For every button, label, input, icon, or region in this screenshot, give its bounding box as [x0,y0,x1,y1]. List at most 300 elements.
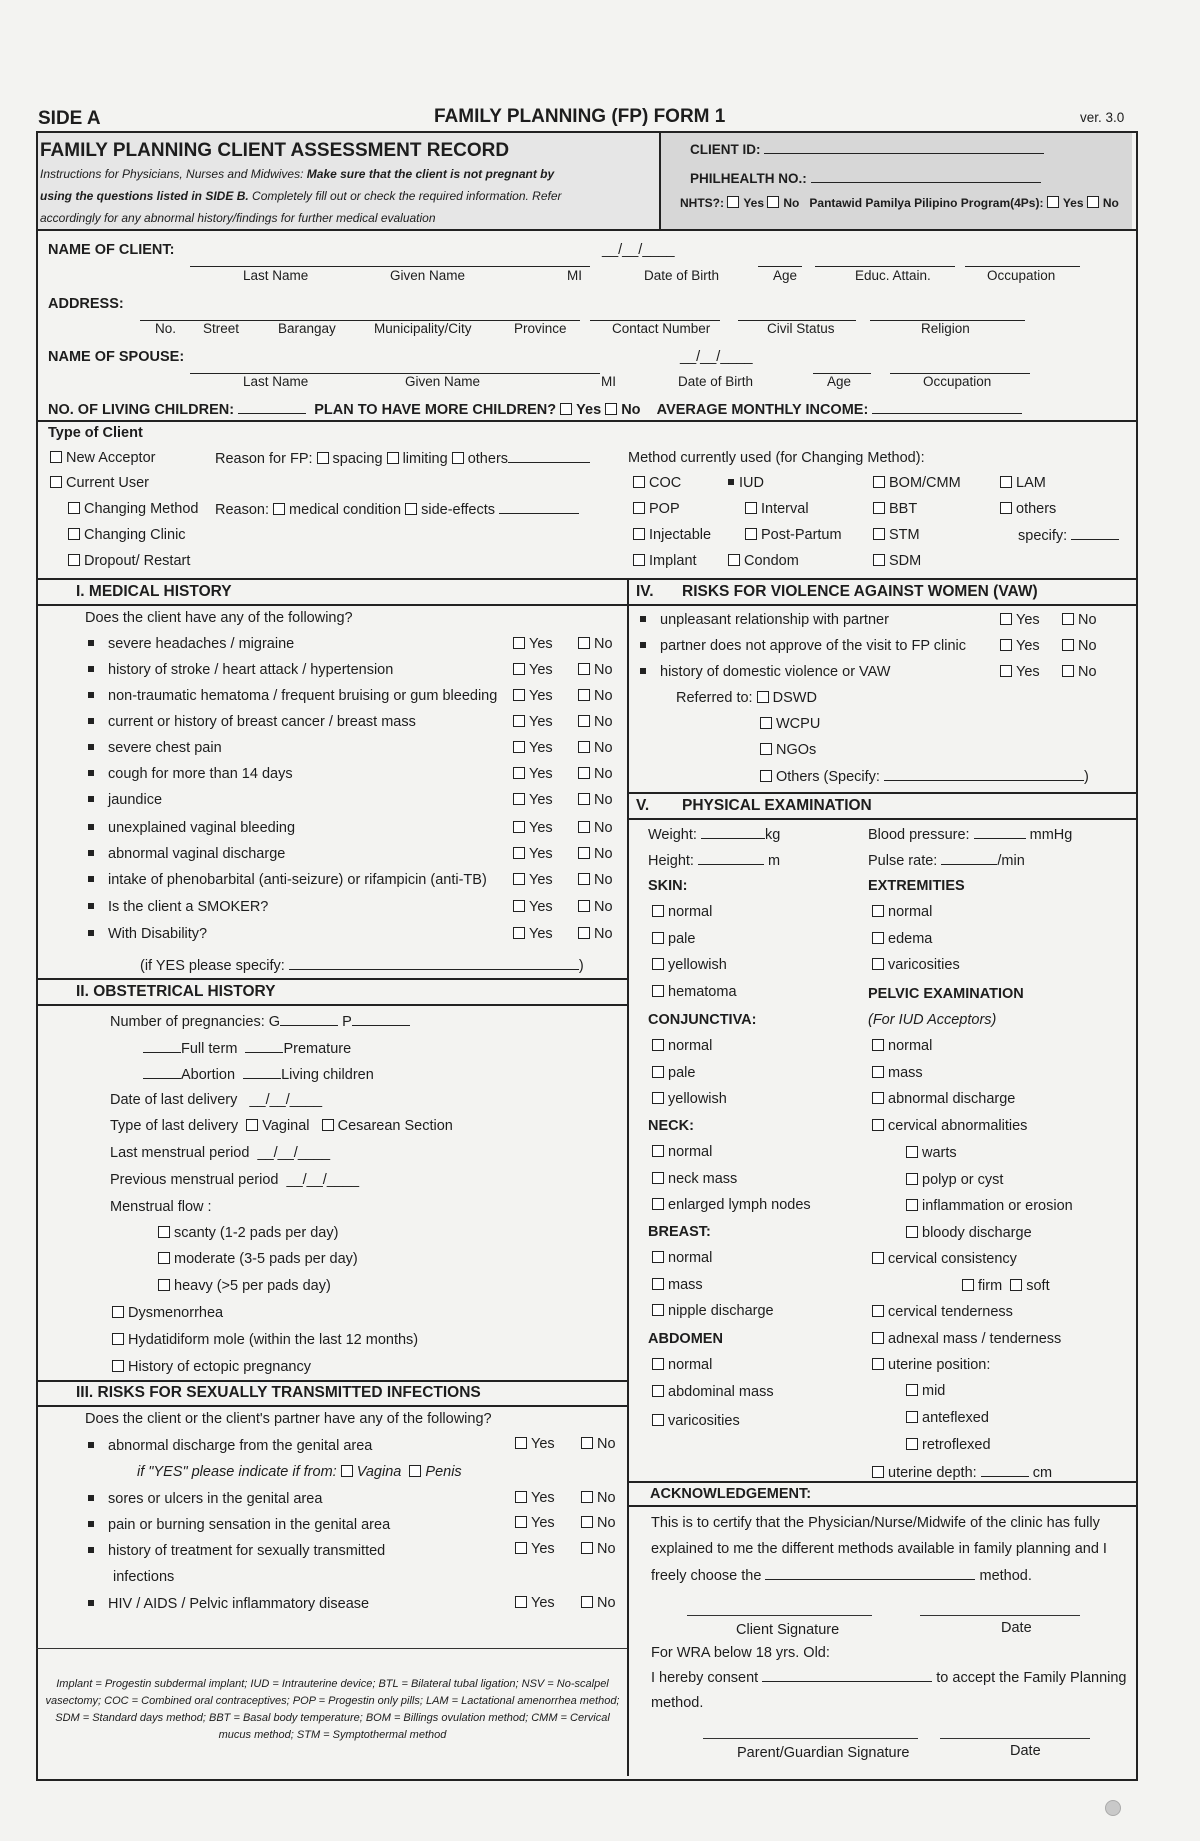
vaw-title: RISKS FOR VIOLENCE AGAINST WOMEN (VAW) [682,583,1038,600]
pe-uterine-position[interactable]: uterine position: [872,1357,990,1373]
ack-text-2: explained to me the different methods available in family planning and I [651,1541,1107,1557]
pregnancies-row: Number of pregnancies: G P [110,1013,410,1030]
checkbox[interactable] [578,663,590,675]
checkbox[interactable] [513,741,525,753]
checkbox[interactable] [578,793,590,805]
wra-label: For WRA below 18 yrs. Old: [651,1645,830,1661]
side-effects-checkbox[interactable] [405,503,417,515]
disability-specify: (if YES please specify: ) [140,958,584,974]
checkbox[interactable] [906,1199,918,1211]
checkbox[interactable] [513,900,525,912]
checkbox[interactable] [906,1146,918,1158]
checkbox[interactable] [513,663,525,675]
income-field[interactable] [872,401,1022,414]
dswd-checkbox[interactable] [757,691,769,703]
pe-pelvic-1[interactable]: mass [872,1065,923,1081]
medical-history-item: abnormal vaginal discharge [88,846,285,862]
pe-abdomen-2[interactable]: varicosities [652,1413,740,1429]
changing-method-option[interactable]: Changing Method [68,501,198,517]
medical-history-9-no[interactable]: No [578,872,613,888]
ngos-option[interactable]: NGOs [760,742,816,758]
spouse-dob-field[interactable]: __/__/____ [680,349,753,365]
vaw-2-no[interactable]: No [1062,664,1097,680]
checkbox[interactable] [906,1438,918,1450]
method-post-partum[interactable]: Post-Partum [745,527,842,543]
sti-2-no[interactable]: No [581,1490,616,1506]
pe-cervical-sub-0[interactable]: warts [906,1145,957,1161]
sti-item-2: sores or ulcers in the genital area [88,1491,322,1507]
pe-conj-0[interactable]: normal [652,1038,712,1054]
philhealth-label: PHILHEALTH NO.: [690,170,1041,186]
sti-title: III. RISKS FOR SEXUALLY TRANSMITTED INFECTIONS [76,1384,481,1401]
medical-history-title: I. MEDICAL HISTORY [76,583,232,600]
method-sdm[interactable]: SDM [873,553,921,569]
checkbox[interactable] [513,637,525,649]
type-delivery-row: Type of last delivery Vaginal Cesarean Section [110,1118,453,1134]
cesarean-checkbox[interactable] [322,1119,334,1131]
checkbox[interactable] [513,873,525,885]
client-date-label: Date [1001,1620,1032,1636]
header-bottom-line [36,229,1136,231]
client-signature-label: Client Signature [736,1622,840,1638]
checkbox[interactable] [652,1039,664,1051]
pe-pelvic-0[interactable]: normal [872,1038,932,1054]
4ps-yes-checkbox[interactable] [1047,196,1059,208]
medical-history-item: unexplained vaginal bleeding [88,820,295,836]
uterine-depth-row: uterine depth: cm [872,1464,1052,1481]
pe-conj-1[interactable]: pale [652,1065,695,1081]
firm-soft-row: firm soft [962,1278,1050,1294]
header-divider [659,133,661,229]
fp-form-page: SIDE A FAMILY PLANNING (FP) FORM 1 ver. 3.0 FAMILY PLANNING CLIENT ASSESSMENT RECORD Instructions for Physicians, Nurses and Midwives: Make sure that the client is not pregnant by using the questions listed in SIDE B. Completely fill out or check the required information. Refer accordingly for any abnormal history/findings for further medical evaluation CLIENT ID: PHILHEALTH NO.: NHTS?: Yes No Pantawid Pamilya Pilipino Program(4Ps): Yes No NAME OF CLIENT: __/__/____ Last Name Given Name MI Date of Birth Age Educ. Attain. Occupation ADDRESS: No. Street Barangay Municipality/City Province Contact Number Civil Status Religion NAME OF SPOUSE: __/__/____ Last Name Given Name MI Date of Birth Age Occupation NO. OF LIVING CHILDREN: PLAN TO HAVE MORE CHILDREN? Yes No AVERAGE MONTHLY INCOME: Type of Client New Acceptor Reason for FP: spacing limiting others Current User Changing Method Reason: medical condition side-effects Changing Clinic Dropout/ Restart Method currently used (for Changing Method): COC IUD BOM/CMM LAM POP Interval BBT others Injectable Post-Partum STM specify: Implant Condom SDM I. MEDICAL HISTORY Does the client have any of the following? severe headaches / migraine Yes No history of stroke / heart attack / hypertension Yes No non-traumatic hematoma / frequent bruising or gum bleeding Yes No current or history of breast cancer / breast mass Yes No severe chest pain Yes No cough for more than 14 days Yes No jaundice Yes No unexplained vaginal bleeding Yes No abnormal vaginal discharge Yes No intake of phenobarbital (anti-seizure) or rifampicin (anti-TB) Yes No Is the client a SMOKER? Yes No With Disability? Yes No (if YES please specify: ) II. OBSTETRICAL HISTORY Number of pregnancies: G P Full term Premature Abortion Living children Date of last delivery __/__/____ Type of last delivery Vaginal Cesarean Section Last menstrual period __/__/____ Previous menstrual period __/__/____ Menstrual flow : scanty (1-2 pads per day) moderate (3-5 pads per day) heavy (>5 per pads day) Dysmenorrhea Hydatidiform mole (within the last 12 months) History of ectopic pregnancy III. RISKS FOR SEXUALLY TRANSMITTED INFECTIONS Does the client or the client's partner have any of the following? abnormal discharge from the genital area Yes No if "YES" please indicate if from: Vagina Penis sores or ulcers in the genital area Yes No pain or burning sensation in the genital area Yes No history of treatment for sexually transmitted infections Yes No HIV / AIDS / Pelvic inflammatory disease Yes No Implant = Progestin subdermal implant; IUD = Intrauterine device; BTL = Bilateral tubal ligation; NSV = No-scalpel vasectomy; COC = Combined oral contraceptives; POP = Progestin only pills; LAM = Lactational amenorrhea method; SDM = Standard days method; BBT = Basal body temperature; BOM = Billings ovulation method; CMM = Cervical mucus method; STM = Symptothermal method IV. RISKS FOR VIOLENCE AGAINST WOMEN (VAW) unpleasant relationship with partner Yes No partner does not approve of the visit to FP clinic Yes No history of domestic violence or VAW Yes No Referred to: DSWD WCPU NGOs Others (Specify: ) V. PHYSICAL EXAMINATION Weight: kg Blood pressure: mmHg Height: m Pulse rate: /min SKIN: EXTREMITIES normal pale yellowish hematoma normal pale yellowish normal neck mass enlarged lymph nodes normal mass nipple discharge normal abdominal mass varicosities normal edema varicosities normal mass abnormal discharge cervical abnormalities warts polyp or cyst inflammation or erosion bloody discharge cervical consistency cervical tenderness adnexal mass / tenderness uterine position: mid anteflexed retroflexed CONJUNCTIVA: PELVIC EXAMINATION (For IUD Acceptors) NECK: BREAST: ABDOMEN firm soft uterine depth: cm ACKNOWLEDGEMENT: This is to certify that the Physician/Nurse/Midwife of the clinic has fully explained to me the different methods available in family planning and I freely choose the method. Client Signature Date For WRA below 18 yrs. Old: I hereby consent to accept the Family Planning method. Parent/Guardian Signature Date [0,0,1200,1841]
vaw-0-yes[interactable]: Yes [1000,612,1040,628]
client-name-label: NAME OF CLIENT: [48,242,175,258]
checkbox[interactable] [872,905,884,917]
bp-row: Blood pressure: mmHg [868,827,1073,843]
religion-field[interactable] [870,308,1025,321]
bullet-icon [88,692,94,698]
sti-1-yes[interactable]: Yes [515,1436,555,1452]
full-term-row: Full term Premature [143,1040,351,1057]
weight-row: Weight: kg [648,827,781,843]
side-label: SIDE A [38,108,101,129]
abdomen-label: ABDOMEN [648,1331,723,1347]
wcpu-option[interactable]: WCPU [760,716,820,732]
vaw-item: unpleasant relationship with partner [640,612,889,628]
checkbox[interactable] [1000,613,1012,625]
consent-field[interactable] [762,1669,932,1682]
method-pop[interactable]: POP [633,501,680,517]
bullet-icon [88,718,94,724]
method-title: Method currently used (for Changing Method): [628,450,925,466]
pe-number: V. [636,797,650,814]
pe-conj-2[interactable]: yellowish [652,1091,727,1107]
checkbox[interactable] [872,1358,884,1370]
checkbox[interactable] [652,1414,664,1426]
4ps-no-checkbox[interactable] [1087,196,1099,208]
checkbox[interactable] [872,1092,884,1104]
contact-number-field[interactable] [590,308,720,321]
checkbox[interactable] [513,689,525,701]
checkbox[interactable] [652,1385,664,1397]
ectopic-option[interactable]: History of ectopic pregnancy [112,1359,311,1375]
medical-history-item: Is the client a SMOKER? [88,899,268,915]
extremities-label: EXTREMITIES [868,878,965,894]
living-children-field[interactable] [238,401,306,414]
medical-history-6-no[interactable]: No [578,792,613,808]
medical-history-1-no[interactable]: No [578,662,613,678]
address-label: ADDRESS: [48,296,124,312]
method-implant[interactable]: Implant [633,553,697,569]
checkbox[interactable] [906,1226,918,1238]
method-lam[interactable]: LAM [1000,475,1046,491]
checkbox[interactable] [513,793,525,805]
vaw-0-no[interactable]: No [1062,612,1097,628]
dysmenorrhea-option[interactable]: Dysmenorrhea [112,1305,223,1321]
version-label: ver. 3.0 [1080,110,1125,125]
medical-history-10-no[interactable]: No [578,899,613,915]
method-condom[interactable]: Condom [728,553,799,569]
checkbox[interactable] [1062,613,1074,625]
pe-neck-1[interactable]: neck mass [652,1171,737,1187]
column-divider [627,578,629,1776]
pe-breast-2[interactable]: nipple discharge [652,1303,774,1319]
checkbox[interactable] [578,637,590,649]
type-of-client-title: Type of Client [48,425,143,441]
checkbox[interactable] [1062,665,1074,677]
spouse-name-label: NAME OF SPOUSE: [48,349,185,365]
checkbox[interactable] [872,1332,884,1344]
checkbox[interactable] [1000,665,1012,677]
pe-breast-0[interactable]: normal [652,1250,712,1266]
pulse-row: Pulse rate: /min [868,853,1025,869]
pe-skin-2[interactable]: yellowish [652,957,727,973]
method-interval[interactable]: Interval [745,501,809,517]
vaginal-checkbox[interactable] [246,1119,258,1131]
checkbox[interactable] [652,1278,664,1290]
bullet-icon [88,770,94,776]
checkbox[interactable] [652,905,664,917]
vagina-checkbox[interactable] [341,1465,353,1477]
bullet-icon [88,666,94,672]
pe-anteflexed[interactable]: anteflexed [906,1410,989,1426]
medical-history-11-no[interactable]: No [578,926,613,942]
medical-history-7-yes[interactable]: Yes [513,820,553,836]
parent-date-line[interactable] [940,1738,1090,1739]
checkbox[interactable] [578,741,590,753]
pe-extremities-1[interactable]: edema [872,931,932,947]
checkbox[interactable] [513,821,525,833]
medical-history-7-no[interactable]: No [578,820,613,836]
checkbox[interactable] [906,1173,918,1185]
medical-history-8-yes[interactable]: Yes [513,846,553,862]
client-id-label: CLIENT ID: [690,141,1044,157]
spouse-occupation-field[interactable] [890,361,1030,374]
sti-3-yes[interactable]: Yes [515,1515,555,1531]
sti-5-no[interactable]: No [581,1595,616,1611]
client-dob-field[interactable]: __/__/____ [602,242,675,258]
medical-history-item: current or history of breast cancer / breast mass [88,714,416,730]
conjunctiva-label: CONJUNCTIVA: [648,1012,757,1028]
scanty-option[interactable]: scanty (1-2 pads per day) [158,1225,338,1241]
bullet-icon [640,616,646,622]
medical-history-8-no[interactable]: No [578,846,613,862]
sti-5-yes[interactable]: Yes [515,1595,555,1611]
form-title: FAMILY PLANNING (FP) FORM 1 [434,106,726,127]
pe-extremities-0[interactable]: normal [872,904,932,920]
medical-history-2-yes[interactable]: Yes [513,688,553,704]
penis-checkbox[interactable] [409,1465,421,1477]
medical-history-4-yes[interactable]: Yes [513,740,553,756]
client-signature-line[interactable] [687,1615,872,1616]
checkbox[interactable] [872,1039,884,1051]
bullet-icon [88,796,94,802]
sti-3-no[interactable]: No [581,1515,616,1531]
client-age-field[interactable] [758,254,802,267]
pe-extremities-2[interactable]: varicosities [872,957,960,973]
vaw-1-no[interactable]: No [1062,638,1097,654]
medical-history-9-yes[interactable]: Yes [513,872,553,888]
menstrual-flow-label: Menstrual flow : [110,1199,212,1215]
pe-neck-0[interactable]: normal [652,1144,712,1160]
checkbox[interactable] [872,1252,884,1264]
checkbox[interactable] [872,1119,884,1131]
nhts-yes-checkbox[interactable] [727,196,739,208]
pe-skin-1[interactable]: pale [652,931,695,947]
record-title: FAMILY PLANNING CLIENT ASSESSMENT RECORD [40,140,510,161]
method-bom-cmm[interactable]: BOM/CMM [873,475,961,491]
checkbox[interactable] [652,1066,664,1078]
method-injectable[interactable]: Injectable [633,527,711,543]
pe-pelvic-3[interactable]: cervical abnormalities [872,1118,1027,1134]
checkbox[interactable] [652,1145,664,1157]
breast-label: BREAST: [648,1224,711,1240]
medical-history-1-yes[interactable]: Yes [513,662,553,678]
method-coc[interactable]: COC [633,475,681,491]
medical-history-3-yes[interactable]: Yes [513,714,553,730]
vaw-number: IV. [636,583,654,600]
pe-pelvic-2[interactable]: abnormal discharge [872,1091,1015,1107]
pe-retroflexed[interactable]: retroflexed [906,1437,991,1453]
medical-history-5-yes[interactable]: Yes [513,766,553,782]
spacing-checkbox[interactable] [317,452,329,464]
spouse-age-field[interactable] [813,361,871,374]
medical-history-6-yes[interactable]: Yes [513,792,553,808]
pe-cervical-tenderness[interactable]: cervical tenderness [872,1304,1013,1320]
pe-neck-2[interactable]: enlarged lymph nodes [652,1197,811,1213]
bullet-icon [640,668,646,674]
pe-abdomen-0[interactable]: normal [652,1357,712,1373]
ack-title: ACKNOWLEDGEMENT: [650,1486,812,1502]
sti-item-1: abnormal discharge from the genital area [88,1438,372,1454]
checkbox[interactable] [652,1172,664,1184]
method-bbt[interactable]: BBT [873,501,917,517]
checkbox[interactable] [872,932,884,944]
bullet-icon [88,824,94,830]
consent-row: I hereby consent to accept the Family Planning [651,1670,1127,1686]
checkbox[interactable] [1000,639,1012,651]
sti-4-no[interactable]: No [581,1541,616,1557]
height-row: Height: m [648,853,781,869]
checkbox[interactable] [513,767,525,779]
method-iud[interactable]: IUD [728,475,764,491]
abortion-row: Abortion Living children [143,1066,374,1083]
medical-history-item: severe headaches / migraine [88,636,294,652]
dropout-option[interactable]: Dropout/ Restart [68,553,190,569]
checkbox[interactable] [578,767,590,779]
bullet-icon [88,850,94,856]
ack-text-1: This is to certify that the Physician/Nurse/Midwife of the clinic has fully [651,1515,1100,1531]
pe-breast-1[interactable]: mass [652,1277,703,1293]
pelvic-note: (For IUD Acceptors) [868,1012,997,1028]
medical-history-0-no[interactable]: No [578,636,613,652]
checkbox[interactable] [652,958,664,970]
sti-item-4: history of treatment for sexually transmitted [88,1543,385,1559]
checkbox[interactable] [872,958,884,970]
medical-history-question: Does the client have any of the following? [85,610,353,626]
sti-question: Does the client or the client's partner have any of the following? [85,1411,492,1427]
checkbox[interactable] [578,847,590,859]
sti-item-5: HIV / AIDS / Pelvic inflammatory disease [88,1596,369,1612]
vaw-1-yes[interactable]: Yes [1000,638,1040,654]
medical-condition-checkbox[interactable] [273,503,285,515]
parent-signature-label: Parent/Guardian Signature [737,1745,910,1761]
checkbox[interactable] [513,927,525,939]
firm-checkbox[interactable] [962,1279,974,1291]
pe-cervical-sub-1[interactable]: polyp or cyst [906,1172,1003,1188]
sti-item-3: pain or burning sensation in the genital area [88,1517,390,1533]
method-others[interactable]: others [1000,501,1056,517]
sti-4-yes[interactable]: Yes [515,1541,555,1557]
pe-skin-3[interactable]: hematoma [652,984,737,1000]
medical-history-4-no[interactable]: No [578,740,613,756]
client-occupation-field[interactable] [965,254,1080,267]
abbreviations-footnote: Implant = Progestin subdermal implant; IUD = Intrauterine device; BTL = Bilateral tubal ligation; NSV = No-scalpel vasectomy; COC = Combined oral contraceptives; POP = Progestin only pills; LAM = Lactational amenorrhea method; SDM = Standard days method; BBT = Basal body temperature; BOM = Billings ovulation method; CMM = Cervical mucus method; STM = Symptothermal method [45,1678,620,1741]
checkbox[interactable] [652,1304,664,1316]
medical-history-item: history of stroke / heart attack / hypertension [88,662,393,678]
reason-fp-row: Reason for FP: spacing limiting others [215,450,590,467]
pe-cervical-consistency[interactable]: cervical consistency [872,1251,1017,1267]
pmp-row: Previous menstrual period __/__/____ [110,1172,360,1188]
sti-2-yes[interactable]: Yes [515,1490,555,1506]
new-acceptor-option[interactable]: New Acceptor [50,450,155,466]
medical-history-item: non-traumatic hematoma / frequent bruising or gum bleeding [88,688,497,704]
medical-history-5-no[interactable]: No [578,766,613,782]
nhts-no-checkbox[interactable] [767,196,779,208]
medical-history-2-no[interactable]: No [578,688,613,704]
instructions: Instructions for Physicians, Nurses and Midwives: Make sure that the client is not pregnant by [40,167,555,181]
checkbox[interactable] [652,932,664,944]
checkbox[interactable] [578,821,590,833]
method-stm[interactable]: STM [873,527,920,543]
plan-yes-checkbox[interactable] [560,403,572,415]
checkbox[interactable] [652,1358,664,1370]
heavy-option[interactable]: heavy (>5 per pads day) [158,1278,331,1294]
bullet-icon [88,876,94,882]
current-user-option[interactable]: Current User [50,475,149,491]
hydatidiform-option[interactable]: Hydatidiform mole (within the last 12 months) [112,1332,418,1348]
medical-history-item: jaundice [88,792,162,808]
checkbox[interactable] [513,715,525,727]
referred-to: Referred to: DSWD [676,690,817,706]
parent-date-label: Date [1010,1743,1041,1759]
pe-skin-0[interactable]: normal [652,904,712,920]
client-date-line[interactable] [920,1615,1080,1616]
pe-adnexal[interactable]: adnexal mass / tenderness [872,1331,1061,1347]
vaw-item: partner does not approve of the visit to FP clinic [640,638,966,654]
plan-no-checkbox[interactable] [605,403,617,415]
bullet-icon [640,642,646,648]
client-educ-field[interactable] [815,254,955,267]
client-id-field[interactable] [764,141,1044,154]
page-stamp-icon [1105,1800,1121,1816]
bullet-icon [88,640,94,646]
limiting-checkbox[interactable] [387,452,399,464]
pe-title: PHYSICAL EXAMINATION [682,797,872,814]
checkbox[interactable] [652,1251,664,1263]
medical-history-item: With Disability? [88,926,207,942]
sti-1-no[interactable]: No [581,1436,616,1452]
checkbox[interactable] [652,985,664,997]
medical-history-item: severe chest pain [88,740,222,756]
checkbox[interactable] [872,1066,884,1078]
pe-cervical-sub-2[interactable]: inflammation or erosion [906,1198,1073,1214]
bullet-icon [88,903,94,909]
pe-abdomen-1[interactable]: abdominal mass [652,1384,774,1400]
checkbox[interactable] [906,1411,918,1423]
others-checkbox[interactable] [452,452,464,464]
last-delivery-row: Date of last delivery __/__/____ [110,1092,323,1108]
medical-history-10-yes[interactable]: Yes [513,899,553,915]
checkbox[interactable] [652,1198,664,1210]
civil-status-field[interactable] [738,308,856,321]
checkbox[interactable] [513,847,525,859]
medical-history-11-yes[interactable]: Yes [513,926,553,942]
living-children-row: NO. OF LIVING CHILDREN: PLAN TO HAVE MORE CHILDREN? Yes No AVERAGE MONTHLY INCOME: [48,401,1022,418]
checkbox[interactable] [906,1384,918,1396]
checkbox[interactable] [652,1092,664,1104]
vaw-item: history of domestic violence or VAW [640,664,890,680]
lmp-row: Last menstrual period __/__/____ [110,1145,331,1161]
method-specify: specify: [1018,527,1119,544]
checkbox[interactable] [578,715,590,727]
medical-history-3-no[interactable]: No [578,714,613,730]
parent-signature-line[interactable] [703,1738,918,1739]
moderate-option[interactable]: moderate (3-5 pads per day) [158,1251,358,1267]
checkbox[interactable] [1062,639,1074,651]
pe-mid[interactable]: mid [906,1383,945,1399]
chosen-method-field[interactable] [765,1567,975,1580]
philhealth-field[interactable] [811,170,1041,183]
skin-label: SKIN: [648,878,688,894]
neck-label: NECK: [648,1118,694,1134]
obstetrical-title: II. OBSTETRICAL HISTORY [76,983,276,1000]
vaw-2-yes[interactable]: Yes [1000,664,1040,680]
checkbox[interactable] [578,900,590,912]
pe-cervical-sub-3[interactable]: bloody discharge [906,1225,1032,1241]
medical-history-0-yes[interactable]: Yes [513,636,553,652]
checkbox[interactable] [578,927,590,939]
checkbox[interactable] [872,1305,884,1317]
soft-checkbox[interactable] [1010,1279,1022,1291]
checkbox[interactable] [578,873,590,885]
nhts-row: NHTS?: Yes No Pantawid Pamilya Pilipino Program(4Ps): Yes No [680,196,1119,210]
medical-history-item: intake of phenobarbital (anti-seizure) or rifampicin (anti-TB) [88,872,487,888]
sti-indicate-row: if "YES" please indicate if from: Vagina Penis [137,1464,462,1480]
changing-clinic-option[interactable]: Changing Clinic [68,527,186,543]
checkbox[interactable] [578,689,590,701]
bullet-icon [88,930,94,936]
